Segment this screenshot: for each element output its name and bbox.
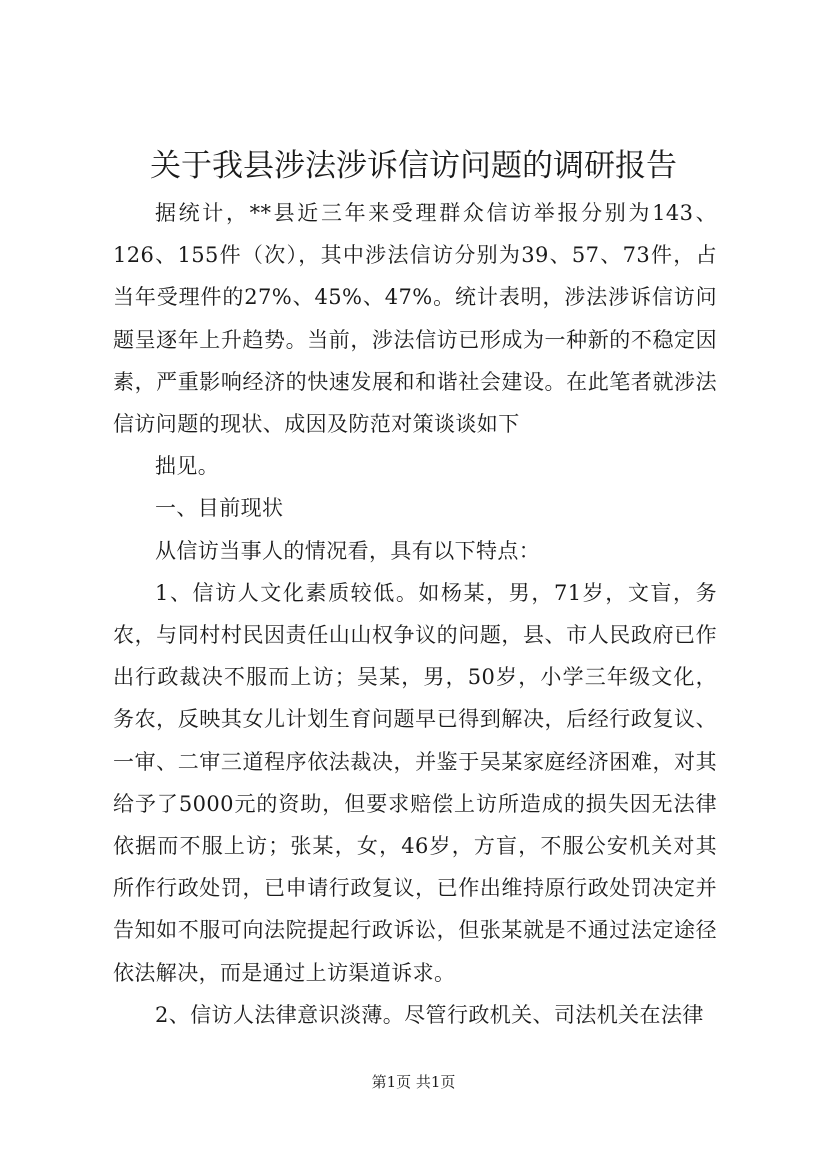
section-heading-current-status: 一、目前现状 <box>155 496 284 521</box>
page-number-footer: 第1页 共1页 <box>371 1073 456 1091</box>
paragraph-characteristics-intro: 从信访当事人的情况看，具有以下特点： <box>155 538 541 563</box>
paragraph-point-2: 2、信访人法律意识淡薄。尽管行政机关、司法机关在法律 <box>155 1002 704 1027</box>
paragraph-statistics: 据统计，**县近三年来受理群众信访举报分别为143、126、155件（次），其中涉法信访分别为39、57、73件，占当年受理件的27%、45%、47%。统计表明，涉法涉诉信访问题呈逐年上升趋势。当前，涉法信访已形成为一种新的不稳定因素，严重影响经济的快速发展和和谐社会建设。在此笔者就涉法信访问题的现状、成因及防范对策谈谈如下 <box>113 201 717 437</box>
document-title: 关于我县涉法涉诉信访问题的调研报告 <box>150 148 677 184</box>
paragraph-opinion: 拙见。 <box>155 454 220 479</box>
paragraph-point-1: 1、信访人文化素质较低。如杨某，男，71岁，文盲，务农，与同村村民因责任山山权争议的问题，县、市人民政府已作出行政裁决不服而上访；吴某，男，50岁，小学三年级文化，务农，反映其女儿计划生育问题早已得到解决，后经行政复议、一审、二审三道程序依法裁决，并鉴于吴某家庭经济困难，对其给予了5000元的资助，但要求赔偿上访所造成的损失因无法律依据而不服上访；张某，女，46岁，方盲，不服公安机关对其所作行政处罚，已申请行政复议，已作出维持原行政处罚决定并告知如不服可向法院提起行政诉讼，但张某就是不通过法定途径依法解决，而是通过上访渠道诉求。 <box>113 580 717 985</box>
document-body <box>113 192 717 1036</box>
